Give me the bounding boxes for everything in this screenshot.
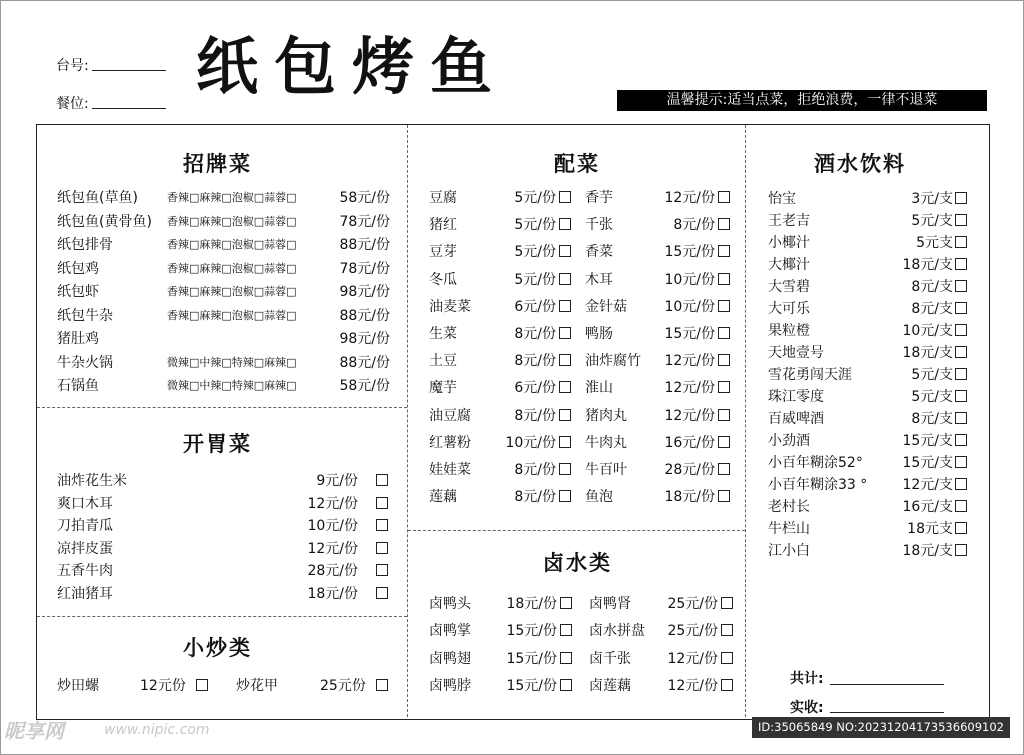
drink-checkbox[interactable] [955,522,967,534]
drink-item-name: 百威啤酒 [768,411,824,427]
signature-item-options[interactable]: 香辣□麻辣□泡椒□蒜蓉□ [167,214,297,228]
watermark-logo: 昵享网 [4,719,64,743]
drink-item-price: 18元支 [907,521,953,537]
signature-item-price: 78元/份 [339,213,390,230]
sides-checkbox[interactable] [718,381,730,393]
braised-checkbox[interactable] [560,624,572,636]
braised-checkbox[interactable] [560,652,572,664]
signature-item-options[interactable]: 香辣□麻辣□泡椒□蒜蓉□ [167,191,297,204]
braised-item-price: 12元/份 [667,650,718,667]
table-number-line[interactable] [92,70,166,71]
drink-item-name: 珠江零度 [768,389,824,405]
section-title-braised: 卤水类 [543,551,612,575]
sides-item-price: 5元/份 [514,244,556,261]
signature-item-name: 纸包虾 [57,284,99,300]
column-divider [745,125,746,717]
drink-checkbox[interactable] [955,214,967,226]
appetizer-checkbox[interactable] [376,564,388,576]
drink-item-price: 15元/支 [902,455,953,471]
stirfry-item-name: 炒田螺 [57,678,99,694]
drink-item-name: 果粒橙 [768,323,810,339]
section-title-sides: 配菜 [554,152,600,176]
sides-checkbox[interactable] [559,327,571,339]
appetizer-item-name: 刀拍青瓜 [57,518,113,534]
sides-item-name: 淮山 [585,380,613,397]
sides-checkbox[interactable] [559,381,571,393]
sides-item-price: 12元/份 [664,407,715,424]
sides-item-price: 6元/份 [514,298,556,315]
drink-item-price: 3元/支 [911,191,953,207]
signature-item-name: 纸包牛杂 [57,307,113,324]
sides-item-price: 12元/份 [664,353,715,370]
total-field[interactable] [830,684,944,685]
braised-item-price: 15元/份 [506,650,557,667]
watermark-url: www.nipic.com [104,722,210,738]
braised-item-price: 18元/份 [506,596,557,612]
sides-item-name: 鱼泡 [585,489,613,506]
appetizer-item-name: 红油猪耳 [57,585,113,602]
braised-checkbox[interactable] [560,597,572,609]
sides-item-name: 土豆 [429,353,457,370]
signature-item-name: 纸包排骨 [57,237,113,253]
sides-checkbox[interactable] [559,245,571,257]
drink-item-name: 大雪碧 [768,279,810,295]
drink-checkbox[interactable] [955,258,967,270]
section-divider [37,616,407,617]
sides-checkbox[interactable] [718,409,730,421]
sides-item-price: 12元/份 [664,190,715,206]
paid-field[interactable] [830,712,944,713]
sides-item-price: 15元/份 [664,244,715,261]
sides-item-name: 生菜 [429,326,457,342]
drink-item-name: 大可乐 [768,301,810,317]
drink-item-price: 5元支 [916,235,953,251]
sides-item-price: 8元/份 [514,326,556,342]
sides-item-name: 油豆腐 [429,407,471,424]
drink-item-price: 8元/支 [911,279,953,295]
sides-item-price: 15元/份 [664,326,715,342]
braised-checkbox[interactable] [721,679,733,691]
seat-label: 餐位: [56,96,89,112]
stirfry-checkbox[interactable] [196,679,208,691]
signature-item-name: 纸包鸡 [57,260,99,277]
braised-item-price: 15元/份 [506,623,557,640]
signature-item-price: 98元/份 [339,284,390,300]
sides-item-price: 10元/份 [664,298,715,315]
sides-item-price: 8元/份 [514,462,556,478]
signature-item-price: 98元/份 [339,331,390,347]
drink-checkbox[interactable] [955,280,967,292]
sides-item-name: 油麦菜 [429,298,471,315]
braised-item-name: 卤鸭掌 [429,623,471,640]
sides-checkbox[interactable] [718,463,730,475]
signature-item-price: 58元/份 [339,378,390,394]
menu-title: 纸包烤鱼 [196,30,509,103]
section-title-drinks: 酒水饮料 [814,152,906,176]
sides-checkbox[interactable] [559,409,571,421]
drink-item-price: 5元/支 [911,367,953,383]
drink-checkbox[interactable] [955,412,967,424]
sides-checkbox[interactable] [559,300,571,312]
sides-item-price: 5元/份 [514,190,556,206]
appetizer-item-price: 28元/份 [307,563,358,579]
sides-item-price: 16元/份 [664,434,715,451]
drink-checkbox[interactable] [955,324,967,336]
braised-item-name: 卤莲藕 [589,677,631,694]
braised-item-name: 卤千张 [589,650,631,667]
signature-item-price: 78元/份 [339,260,390,277]
drink-checkbox[interactable] [955,456,967,468]
drink-item-price: 18元/支 [902,543,953,559]
column-divider [407,125,408,717]
braised-checkbox[interactable] [721,597,733,609]
sides-checkbox[interactable] [718,490,730,502]
sides-checkbox[interactable] [559,490,571,502]
drink-checkbox[interactable] [955,478,967,490]
drink-item-price: 18元/支 [902,345,953,361]
appetizer-item-name: 五香牛肉 [57,563,113,579]
signature-item-options[interactable]: 微辣□中辣□特辣□麻辣□ [167,379,297,392]
section-divider [408,530,745,531]
drink-item-name: 天地壹号 [768,345,824,361]
sides-item-name: 魔芋 [429,380,457,397]
signature-item-options[interactable]: 微辣□中辣□特辣□麻辣□ [167,355,297,369]
drink-item-name: 江小白 [768,543,810,559]
signature-item-name: 猪肚鸡 [57,331,99,347]
sides-item-price: 12元/份 [664,380,715,397]
sides-checkbox[interactable] [718,300,730,312]
sides-checkbox[interactable] [718,245,730,257]
drink-checkbox[interactable] [955,302,967,314]
sides-item-price: 5元/份 [514,217,556,234]
sides-item-price: 8元/份 [514,489,556,506]
drink-item-name: 小劲酒 [768,433,810,449]
section-divider [37,407,407,408]
signature-item-options[interactable]: 香辣□麻辣□泡椒□蒜蓉□ [167,261,297,275]
signature-item-options[interactable]: 香辣□麻辣□泡椒□蒜蓉□ [167,308,297,322]
sides-checkbox[interactable] [559,354,571,366]
appetizer-item-name: 爽口木耳 [57,495,113,512]
drink-checkbox[interactable] [955,544,967,556]
drink-item-price: 8元/支 [911,301,953,317]
appetizer-item-price: 12元/份 [307,540,358,557]
sides-checkbox[interactable] [559,273,571,285]
sides-item-name: 猪红 [429,217,457,234]
signature-item-options[interactable]: 香辣□麻辣□泡椒□蒜蓉□ [167,238,297,251]
appetizer-checkbox[interactable] [376,497,388,509]
drink-item-name: 怡宝 [768,191,796,207]
appetizer-item-price: 10元/份 [307,518,358,534]
braised-item-price: 25元/份 [667,623,718,640]
drink-item-name: 王老吉 [768,213,810,229]
signature-item-name: 石锅鱼 [57,378,99,394]
sides-checkbox[interactable] [559,191,571,203]
section-title-stirfry: 小炒类 [183,636,252,660]
notice-banner: 温馨提示:适当点菜，拒绝浪费，一律不退菜 [617,90,987,111]
sides-item-name: 牛百叶 [585,462,627,478]
appetizer-checkbox[interactable] [376,542,388,554]
drink-item-name: 小百年糊涂33 ° [768,477,868,493]
sides-item-name: 香菜 [585,244,613,261]
signature-item-name: 牛杂火锅 [57,354,113,371]
drink-item-price: 16元/支 [902,499,953,515]
signature-item-price: 88元/份 [339,237,390,253]
sides-item-price: 10元/份 [664,271,715,288]
sides-item-price: 5元/份 [514,271,556,288]
sides-checkbox[interactable] [718,327,730,339]
braised-item-name: 卤鸭脖 [429,677,471,694]
sides-item-name: 金针菇 [585,298,627,315]
drink-item-price: 18元/支 [902,257,953,273]
appetizer-item-price: 18元/份 [307,585,358,602]
appetizer-item-price: 9元/份 [316,473,358,489]
sides-checkbox[interactable] [718,191,730,203]
sides-checkbox[interactable] [559,436,571,448]
braised-item-name: 卤水拼盘 [589,623,645,640]
section-title-signature: 招牌菜 [183,152,252,176]
drink-item-price: 5元/支 [911,389,953,405]
braised-item-price: 12元/份 [667,677,718,694]
section-title-appetizer: 开胃菜 [183,432,252,456]
drink-item-price: 15元/支 [902,433,953,449]
signature-item-name: 纸包鱼(黄骨鱼) [57,213,152,230]
sides-item-name: 油炸腐竹 [585,353,641,370]
drink-checkbox[interactable] [955,500,967,512]
drink-item-name: 小百年糊涂52° [768,455,863,471]
sides-item-name: 冬瓜 [429,271,457,288]
drink-item-price: 5元/支 [911,213,953,229]
braised-item-price: 15元/份 [506,677,557,694]
drink-item-name: 老村长 [768,499,810,515]
sides-item-name: 香芋 [585,190,613,206]
signature-item-options[interactable]: 香辣□麻辣□泡椒□蒜蓉□ [167,285,297,298]
total-label: 共计: [790,671,824,687]
drink-checkbox[interactable] [955,434,967,446]
sides-item-price: 18元/份 [664,489,715,506]
image-id-bar: ID:35065849 NO:20231204173536609102 [752,717,1010,738]
drink-item-price: 8元/支 [911,411,953,427]
sides-item-name: 牛肉丸 [585,434,627,451]
paid-label: 实收: [790,700,824,716]
braised-item-name: 卤鸭翅 [429,650,471,667]
sides-item-price: 8元/份 [514,353,556,370]
drink-checkbox[interactable] [955,368,967,380]
sides-checkbox[interactable] [718,436,730,448]
braised-item-name: 卤鸭肾 [589,596,631,612]
signature-item-price: 88元/份 [339,354,390,371]
sides-checkbox[interactable] [559,463,571,475]
sides-item-name: 娃娃菜 [429,462,471,478]
braised-checkbox[interactable] [721,652,733,664]
drink-item-name: 牛栏山 [768,521,810,537]
appetizer-checkbox[interactable] [376,474,388,486]
sides-checkbox[interactable] [718,273,730,285]
braised-item-price: 25元/份 [667,596,718,612]
stirfry-item-price: 12元份 [140,678,186,694]
drink-item-name: 大椰汁 [768,257,810,273]
sides-checkbox[interactable] [718,218,730,230]
drink-item-price: 10元/支 [902,323,953,339]
appetizer-item-price: 12元/份 [307,495,358,512]
signature-item-name: 纸包鱼(草鱼) [57,190,138,206]
appetizer-checkbox[interactable] [376,519,388,531]
signature-item-price: 88元/份 [339,307,390,324]
sides-item-name: 鸭肠 [585,326,613,342]
appetizer-item-name: 凉拌皮蛋 [57,540,113,557]
sides-item-name: 莲藕 [429,489,457,506]
sides-item-price: 8元/份 [673,217,715,234]
sides-item-price: 10元/份 [505,434,556,451]
braised-checkbox[interactable] [560,679,572,691]
stirfry-item-name: 炒花甲 [236,678,278,694]
drink-item-price: 12元/支 [902,477,953,493]
drink-item-name: 雪花勇闯天涯 [768,367,852,383]
seat-line[interactable] [92,108,166,109]
drink-checkbox[interactable] [955,346,967,358]
sides-checkbox[interactable] [559,218,571,230]
drink-item-name: 小椰汁 [768,235,810,251]
sides-item-price: 6元/份 [514,380,556,397]
braised-item-name: 卤鸭头 [429,596,471,612]
sides-item-name: 豆芽 [429,244,457,261]
appetizer-checkbox[interactable] [376,587,388,599]
sides-item-price: 8元/份 [514,407,556,424]
sides-item-name: 红薯粉 [429,434,471,451]
sides-item-name: 猪肉丸 [585,407,627,424]
braised-checkbox[interactable] [721,624,733,636]
stirfry-checkbox[interactable] [376,679,388,691]
drink-checkbox[interactable] [955,390,967,402]
stirfry-item-price: 25元份 [320,678,366,694]
sides-item-name: 千张 [585,217,613,234]
drink-checkbox[interactable] [955,192,967,204]
sides-item-price: 28元/份 [664,462,715,478]
table-number-label: 台号: [56,58,89,74]
sides-checkbox[interactable] [718,354,730,366]
signature-item-price: 58元/份 [339,190,390,206]
sides-item-name: 豆腐 [429,190,457,206]
appetizer-item-name: 油炸花生米 [57,473,127,489]
sides-item-name: 木耳 [585,271,613,288]
drink-checkbox[interactable] [955,236,967,248]
